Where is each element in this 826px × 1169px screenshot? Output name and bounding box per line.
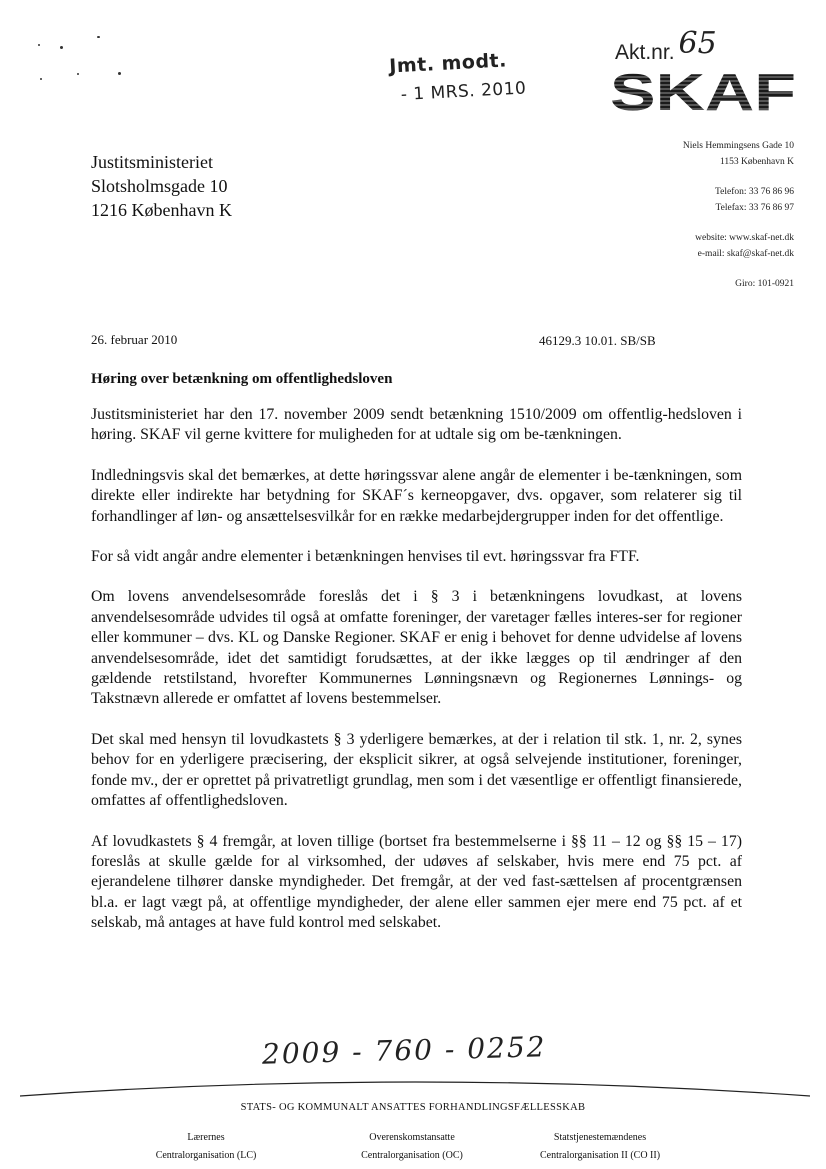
scan-speck (60, 46, 63, 49)
footer-org-line: Centralorganisation (LC) (155, 1150, 257, 1161)
sender-giro: Giro: 101-0921 (735, 279, 794, 289)
sender-website: website: www.skaf-net.dk (695, 233, 794, 243)
case-number-value: 65 (678, 26, 717, 61)
stamp-date: - 1 MRS. 2010 (400, 78, 527, 105)
letter-body (91, 405, 742, 954)
scan-speck (40, 78, 42, 80)
footer-divider (20, 1076, 810, 1104)
footer-org-lc (106, 1129, 306, 1165)
footer-org-line: Statstjenestemændenes (553, 1132, 647, 1143)
footer-org-line: Overenskomstansatte (369, 1132, 455, 1143)
skaf-logo (608, 66, 798, 116)
sender-fax: Telefax: 33 76 86 97 (715, 203, 794, 213)
body-paragraph: For så vidt angår andre elementer i betænkningen henvises til evt. høringssvar fra FTF. (91, 548, 640, 566)
body-paragraph: Justitsministeriet har den 17. november 2009 sendt betænkning 1510/2009 om offentlig-hedsloven i høring. SKAF vil gerne kvittere for muligheden for at udtale sig om be-tænkningen. (91, 406, 742, 444)
received-stamp (389, 48, 527, 105)
body-paragraph: Om lovens anvendelsesområde foreslås det i § 3 i betænkningens lovudkast, at lovens anvendelsesområde udvides til også at omfatte foreninger, der varetager fælles interes-ser for regioner eller kommuner – dvs. KL og Danske Regioner. SKAF er enig i behovet for denne udvidelse af lovens anvendelsesområde, idet det samtidigt forudsættes, at der ikke lægges op til ændringer af den gældende retstilstand, hvorefter Kommunernes Lønningsnævn og Regionernes Lønnings- og Takstnævn allerede er omfattet af lovens bestemmelser. (91, 588, 742, 708)
handwritten-journal-number: 2009 - 760 - 0252 (261, 1030, 547, 1071)
footer-org-line: Centralorganisation II (CO II) (539, 1150, 661, 1161)
footer-org-line: Centralorganisation (OC) (361, 1150, 463, 1161)
case-number (615, 26, 717, 67)
footer-org-line: Lærernes (187, 1132, 225, 1143)
reference-number: 46129.3 10.01. SB/SB (539, 333, 656, 348)
scan-speck (118, 72, 121, 75)
sender-street: Niels Hemmingsens Gade 10 (682, 141, 794, 151)
recipient-city: 1216 København K (91, 200, 232, 220)
sender-phone: Telefon: 33 76 86 96 (714, 187, 794, 197)
scan-speck (97, 36, 100, 38)
subject-line: Høring over betænkning om offentlighedsloven (91, 371, 393, 387)
scan-speck (38, 44, 40, 46)
scan-speck (77, 73, 79, 75)
sender-address (683, 138, 794, 292)
body-paragraph: Indledningsvis skal det bemærkes, at dette høringssvar alene angår de elementer i be-tænkningen, som direkte eller indirekte har betydning for SKAF´s kerneopgaver, dvs. opgaver, som relaterer sig til forhandlinger af løn- og ansættelsesvilkår for en række medarbejdergrupper inden for det offentlige. (91, 466, 742, 525)
recipient-name: Justitsministeriet (91, 152, 214, 172)
stamp-line-1: Jmt. modt. (388, 49, 508, 78)
letter-date: 26. februar 2010 (91, 332, 178, 347)
recipient-address (91, 150, 232, 222)
sender-city: 1153 København K (719, 157, 794, 167)
footer-org-oc (312, 1129, 512, 1165)
body-paragraph: Det skal med hensyn til lovudkastets § 3 yderligere bemærkes, at der i relation til stk. 1, nr. 2, synes behov for en yderligere præcisering, der eksplicit sikrer, at også selvejende institutioner, foreninger, fonde mv., der er oprettet på privatretligt grundlag, men som i det væsentlige er offentligt finansierede, omfattes af offentlighedsloven. (91, 730, 742, 810)
footer-organisation-title: STATS- OG KOMMUNALT ANSATTES FORHANDLINGSFÆLLESSKAB (240, 1102, 586, 1113)
sender-email: e-mail: skaf@skaf-net.dk (697, 249, 794, 259)
footer-org-co2 (500, 1129, 700, 1165)
case-number-label: Akt.nr. (615, 41, 675, 64)
body-paragraph: Af lovudkastets § 4 fremgår, at loven tillige (bortset fra bestemmelserne i §§ 11 – 12 og §§ 15 – 17) foreslås at skulle gælde for al virksomhed, der udøves af selskaber, hvis mere end 75 pct. af ejerandelene tilhører danske myndigheder. Det fremgår, at der ved fast-sættelsen af procentgrænsen bl.a. er lagt vægt på, at offentlige myndigheder, der alene eller sammen ejer mere end 75 pct. af et selskab, må antages at have fuld kontrol med selskabet. (91, 832, 742, 932)
logo-text: SKAF (610, 66, 796, 116)
recipient-street: Slotsholmsgade 10 (91, 176, 228, 196)
